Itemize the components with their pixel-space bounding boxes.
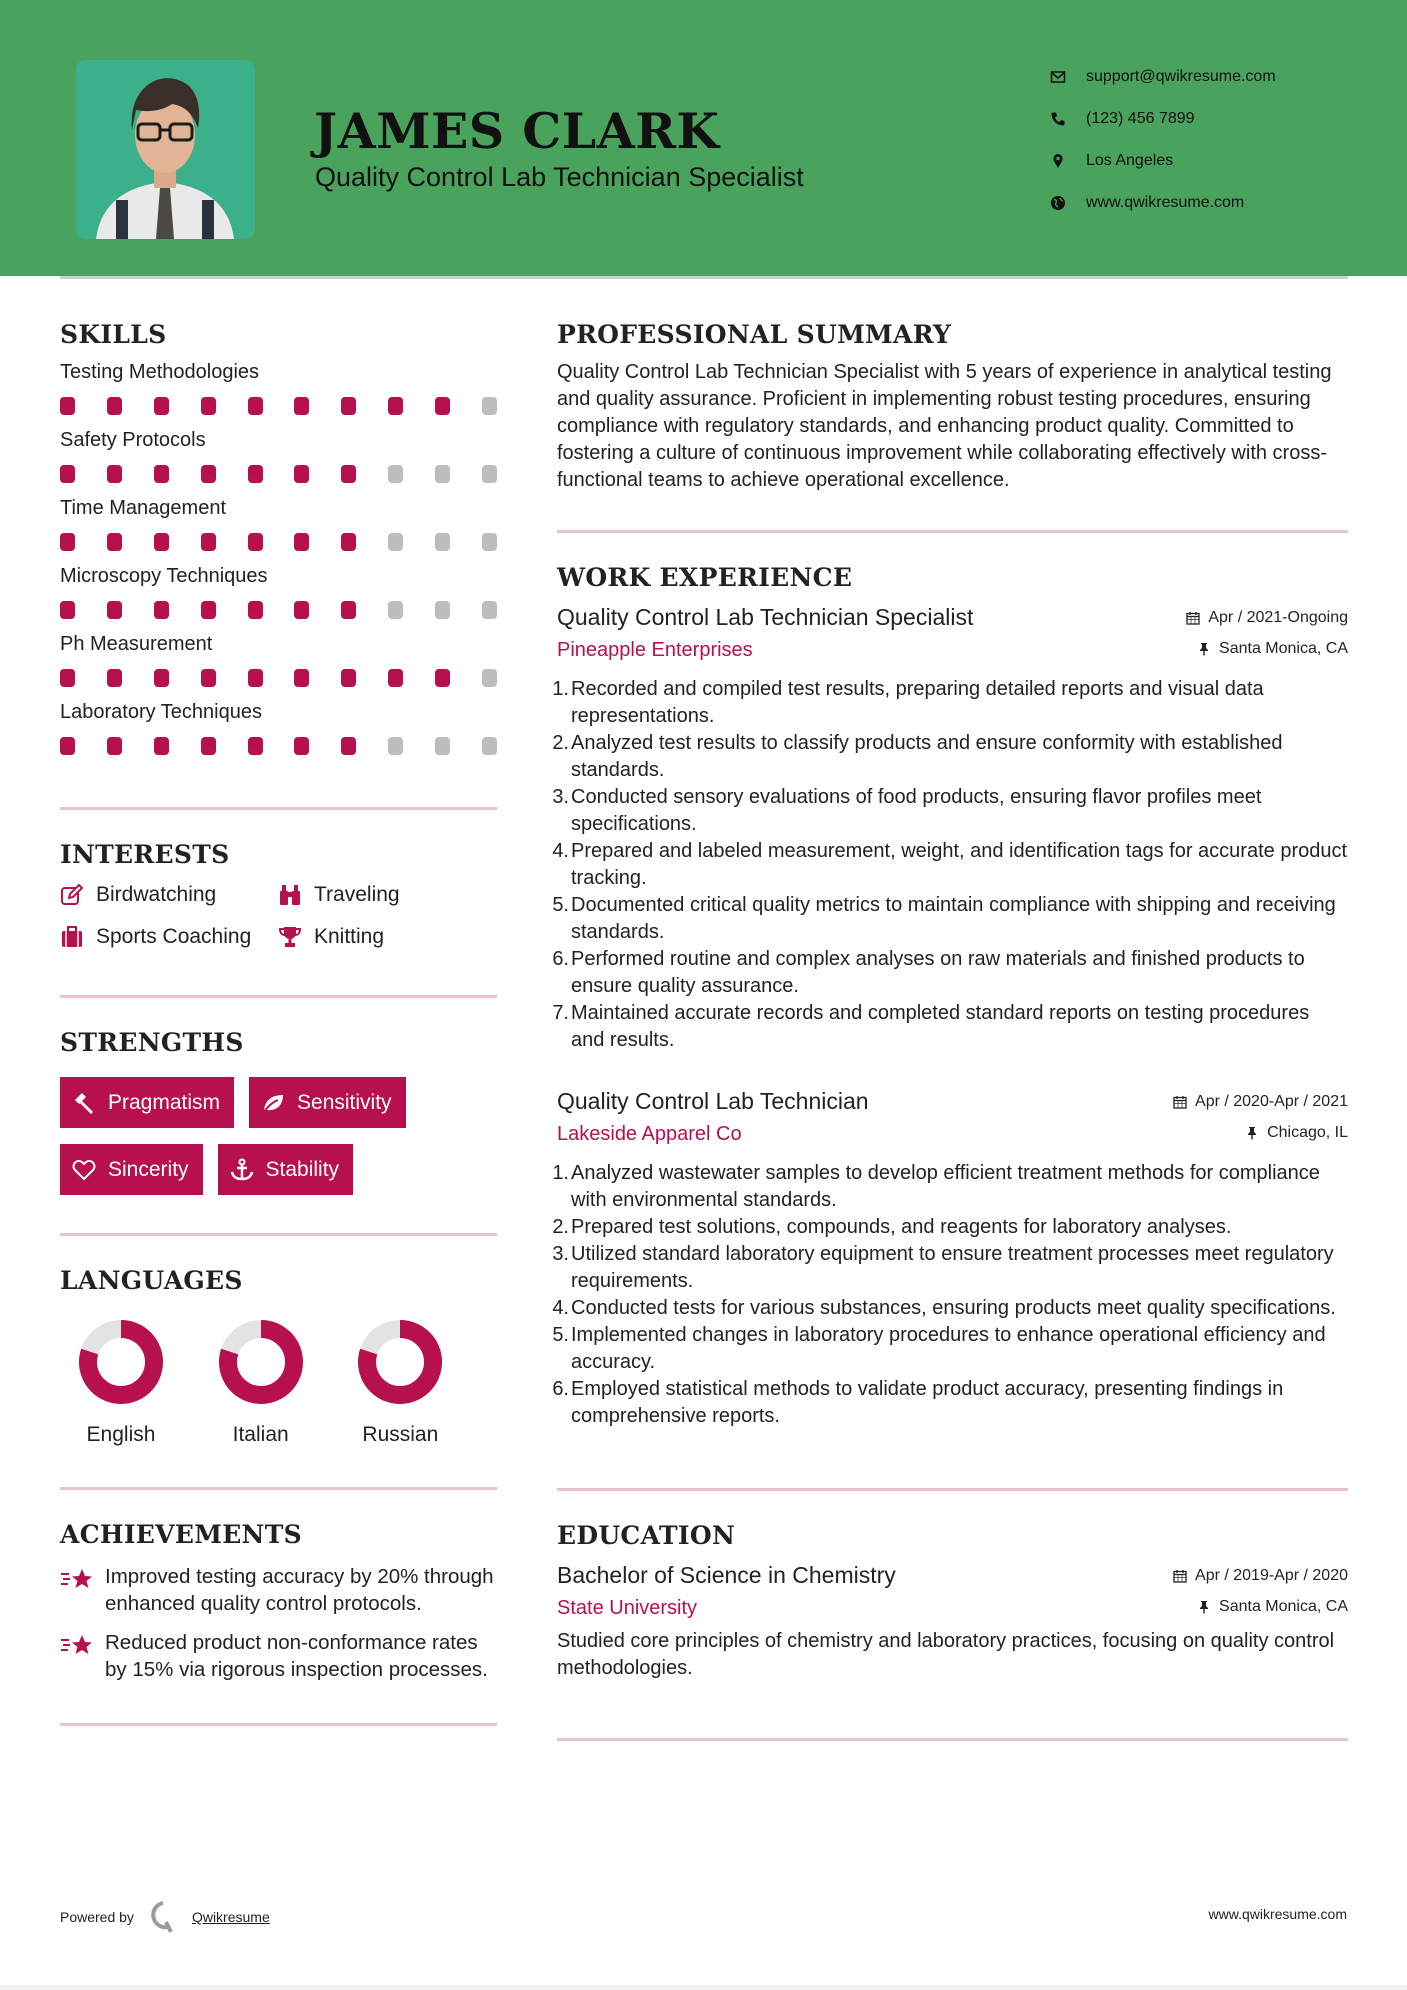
strength-badge: Sincerity (60, 1144, 203, 1195)
rating-dot-empty (482, 397, 497, 415)
rating-dot-filled (107, 737, 122, 755)
rating-dot-filled (60, 737, 75, 755)
header-divider (60, 276, 1348, 279)
bullet-number: 1. (552, 1162, 569, 1184)
rating-dot-filled (107, 465, 122, 483)
interest-item: Knitting (278, 925, 497, 949)
achievements-list (60, 1563, 497, 1683)
bullet-item (552, 1160, 1348, 1214)
education-location: Santa Monica, CA (1197, 1598, 1348, 1616)
bullet-text: Performed routine and complex analyses on raw materials and finished products to ensure quality assurance. (571, 948, 1305, 997)
rating-dot-filled (248, 669, 263, 687)
binoculars-icon (278, 883, 302, 907)
bullet-item (552, 946, 1348, 1000)
rating-dot-empty (482, 465, 497, 483)
rating-dot-empty (482, 669, 497, 687)
rating-dot-filled (294, 397, 309, 415)
shooting-star-icon (60, 1566, 94, 1594)
rating-dot-filled (201, 533, 216, 551)
bullet-text: Prepared and labeled measurement, weight, and identification tags for accurate product tracking. (571, 840, 1348, 889)
globe-icon (1050, 195, 1086, 211)
section-divider (557, 530, 1348, 533)
section-title-achievements: ACHIEVEMENTS (60, 1520, 302, 1549)
education-entry (557, 1562, 1348, 1682)
bullet-item (552, 1322, 1348, 1376)
skill-label: Laboratory Techniques (60, 701, 262, 723)
rating-dot-filled (341, 669, 356, 687)
candidate-title: Quality Control Lab Technician Specialist (315, 162, 804, 192)
bullet-number: 6. (552, 948, 569, 970)
bullet-text: Conducted tests for various substances, ensuring products meet quality specifications. (571, 1297, 1336, 1319)
bullet-text: Analyzed wastewater samples to develop efficient treatment methods for compliance with environmental standards. (571, 1162, 1320, 1211)
skill-rating (60, 397, 497, 415)
rating-dot-empty (435, 465, 450, 483)
pushpin-icon (1197, 1600, 1211, 1614)
trophy-icon (278, 925, 302, 949)
bullet-item (552, 1000, 1348, 1054)
rating-dot-filled (388, 669, 403, 687)
rating-dot-filled (388, 397, 403, 415)
rating-dot-filled (154, 533, 169, 551)
rating-dot-filled (248, 737, 263, 755)
rating-dot-filled (107, 533, 122, 551)
rating-dot-filled (341, 465, 356, 483)
job-bullets (552, 676, 1348, 1054)
bullet-number: 3. (552, 786, 569, 808)
bullet-number: 3. (552, 1243, 569, 1265)
rating-dot-filled (248, 601, 263, 619)
leaf-icon (261, 1091, 285, 1115)
rating-dot-empty (388, 737, 403, 755)
bullet-number: 4. (552, 1297, 569, 1319)
rating-dot-filled (435, 397, 450, 415)
section-title-strengths: STRENGTHS (60, 1028, 244, 1057)
section-title-interests: INTERESTS (60, 840, 230, 869)
achievement-item: Improved testing accuracy by 20% through enhanced quality control protocols. (60, 1563, 497, 1617)
section-title-summary: PROFESSIONAL SUMMARY (557, 320, 952, 349)
language-label: English (86, 1423, 156, 1446)
pushpin-icon (1197, 642, 1211, 656)
rating-dot-filled (248, 533, 263, 551)
rating-dot-filled (60, 669, 75, 687)
contact-phone[interactable]: (123) 456 7899 (1050, 98, 1276, 140)
company-name: Pineapple Enterprises (557, 639, 753, 661)
rating-dot-filled (341, 397, 356, 415)
language-label: Italian (232, 1423, 289, 1446)
rating-dot-empty (435, 601, 450, 619)
rating-dot-filled (107, 397, 122, 415)
languages-list (60, 1319, 497, 1447)
skill-rating (60, 465, 497, 483)
contact-location: Los Angeles (1050, 140, 1276, 182)
rating-dot-filled (60, 533, 75, 551)
rating-dot-filled (435, 669, 450, 687)
bullet-text: Maintained accurate records and completed standard reports on testing procedures and results. (571, 1002, 1310, 1051)
bullet-number: 5. (552, 1324, 569, 1346)
section-divider (557, 1738, 1348, 1741)
page-bottom-edge (0, 1985, 1407, 1990)
map-marker-icon (1050, 153, 1086, 169)
pushpin-icon (1245, 1126, 1259, 1140)
bullet-number: 5. (552, 894, 569, 916)
strengths-list (60, 1077, 497, 1195)
bullet-item (552, 730, 1348, 784)
bullet-text: Documented critical quality metrics to maintain compliance with shipping and receiving standards. (571, 894, 1336, 943)
achievement-item: Reduced product non-conformance rates by 15% via rigorous inspection processes. (60, 1629, 497, 1683)
skill-rating (60, 737, 497, 755)
job-entry (552, 604, 1348, 1054)
bullet-item (552, 1376, 1348, 1430)
rating-dot-filled (341, 601, 356, 619)
right-column (552, 320, 1348, 1741)
interests-list (60, 883, 497, 949)
strength-badge: Stability (218, 1144, 354, 1195)
job-bullets (552, 1160, 1348, 1430)
rating-dot-filled (154, 397, 169, 415)
strength-badge: Pragmatism (60, 1077, 234, 1128)
bullet-text: Conducted sensory evaluations of food products, ensuring flavor profiles meet specifications. (571, 786, 1262, 835)
rating-dot-filled (201, 465, 216, 483)
section-title-education: EDUCATION (557, 1521, 736, 1550)
shooting-star-icon (60, 1632, 94, 1660)
contact-list (1050, 56, 1276, 224)
section-title-experience: WORK EXPERIENCE (557, 563, 853, 592)
calendar-icon (1186, 611, 1200, 625)
language-donut-chart (218, 1319, 304, 1405)
rating-dot-empty (388, 465, 403, 483)
bullet-item (552, 676, 1348, 730)
bullet-text: Utilized standard laboratory equipment to ensure treatment processes meet regulatory requirements. (571, 1243, 1334, 1292)
skills-list (60, 361, 497, 755)
rating-dot-filled (294, 465, 309, 483)
section-divider (60, 1723, 497, 1726)
language-item (357, 1319, 497, 1447)
bullet-item (552, 838, 1348, 892)
language-item (218, 1319, 358, 1447)
rating-dot-filled (154, 465, 169, 483)
rating-dot-filled (201, 669, 216, 687)
job-title: Quality Control Lab Technician Specialist (557, 604, 974, 630)
rating-dot-empty (388, 601, 403, 619)
rating-dot-filled (60, 601, 75, 619)
rating-dot-empty (388, 533, 403, 551)
resume-header (0, 0, 1407, 276)
gavel-icon (72, 1091, 96, 1115)
rating-dot-filled (294, 669, 309, 687)
education-dates: Apr / 2019-Apr / 2020 (1173, 1567, 1348, 1585)
qwikresume-logo-icon (148, 1900, 178, 1934)
rating-dot-filled (201, 601, 216, 619)
job-location: Chicago, IL (1245, 1124, 1348, 1142)
bullet-item (552, 784, 1348, 838)
degree: Bachelor of Science in Chemistry (557, 1562, 896, 1588)
company-name: Lakeside Apparel Co (557, 1123, 742, 1145)
phone-icon (1050, 111, 1086, 127)
bullet-number: 1. (552, 678, 569, 700)
bullet-number: 2. (552, 732, 569, 754)
rating-dot-empty (482, 533, 497, 551)
bullet-text: Prepared test solutions, compounds, and reagents for laboratory analyses. (571, 1216, 1232, 1238)
section-divider (557, 1488, 1348, 1491)
section-title-skills: SKILLS (60, 320, 167, 349)
rating-dot-filled (341, 737, 356, 755)
left-column (60, 320, 497, 1726)
candidate-name: JAMES CLARK (314, 102, 720, 160)
bullet-text: Analyzed test results to classify products and ensure conformity with established standards. (571, 732, 1283, 781)
footer-powered-by: Powered by Qwikresume (60, 1900, 270, 1934)
skill-label: Safety Protocols (60, 429, 206, 451)
bullet-item (552, 1295, 1348, 1322)
rating-dot-empty (482, 601, 497, 619)
section-divider (60, 1487, 497, 1490)
section-divider (60, 1233, 497, 1236)
section-divider (60, 995, 497, 998)
skill-label: Microscopy Techniques (60, 565, 268, 587)
bullet-number: 7. (552, 1002, 569, 1024)
rating-dot-filled (294, 601, 309, 619)
rating-dot-filled (248, 397, 263, 415)
briefcase-icon (60, 925, 84, 949)
rating-dot-filled (60, 465, 75, 483)
profile-photo (76, 60, 255, 239)
rating-dot-filled (60, 397, 75, 415)
rating-dot-filled (294, 737, 309, 755)
rating-dot-filled (154, 737, 169, 755)
rating-dot-filled (201, 397, 216, 415)
skill-label: Testing Methodologies (60, 361, 260, 383)
envelope-icon (1050, 69, 1086, 85)
skill-label: Ph Measurement (60, 633, 213, 655)
language-donut-chart (78, 1319, 164, 1405)
rating-dot-filled (107, 669, 122, 687)
contact-website[interactable]: www.qwikresume.com (1050, 182, 1276, 224)
bullet-item (552, 1241, 1348, 1295)
language-donut-chart (357, 1319, 443, 1405)
section-divider (60, 807, 497, 810)
education-description: Studied core principles of chemistry and laboratory practices, focusing on quality control methodologies. (557, 1630, 1335, 1679)
summary-text: Quality Control Lab Technician Specialist with 5 years of experience in analytical testing and quality assurance. Proficient in implementing robust testing procedures, ensuring compliance with regulatory standards, and enhancing product quality. Committed to fostering a culture of continuous improvement while collaborating effectively with cross-functional teams to achieve operational excellence. (557, 361, 1332, 491)
rating-dot-filled (107, 601, 122, 619)
language-item (78, 1319, 218, 1447)
rating-dot-empty (482, 737, 497, 755)
section-title-languages: LANGUAGES (60, 1266, 243, 1295)
heart-icon (72, 1158, 96, 1182)
skill-rating (60, 601, 497, 619)
strength-badge: Sensitivity (249, 1077, 406, 1128)
job-entry (552, 1088, 1348, 1430)
rating-dot-empty (435, 737, 450, 755)
footer-website[interactable]: www.qwikresume.com (1208, 1906, 1347, 1922)
rating-dot-filled (294, 533, 309, 551)
rating-dot-filled (154, 669, 169, 687)
qwikresume-link[interactable]: Qwikresume (191, 1909, 270, 1925)
rating-dot-empty (435, 533, 450, 551)
anchor-icon (230, 1158, 254, 1182)
edit-icon (60, 883, 84, 907)
rating-dot-filled (248, 465, 263, 483)
bullet-number: 4. (552, 840, 569, 862)
bullet-number: 2. (552, 1216, 569, 1238)
skill-rating (60, 533, 497, 551)
skill-label: Time Management (60, 497, 226, 519)
rating-dot-filled (341, 533, 356, 551)
bullet-item (552, 1214, 1348, 1241)
skill-rating (60, 669, 497, 687)
language-label: Russian (362, 1423, 439, 1446)
job-title: Quality Control Lab Technician (557, 1088, 869, 1114)
bullet-text: Recorded and compiled test results, preparing detailed reports and visual data representations. (571, 678, 1264, 727)
interest-item: Birdwatching (60, 883, 278, 907)
bullet-text: Employed statistical methods to validate product accuracy, presenting findings in comprehensive reports. (571, 1378, 1284, 1427)
bullet-number: 6. (552, 1378, 569, 1400)
contact-email[interactable]: support@qwikresume.com (1050, 56, 1276, 98)
bullet-item (552, 892, 1348, 946)
rating-dot-filled (201, 737, 216, 755)
interest-item: Traveling (278, 883, 497, 907)
school-name: State University (557, 1597, 698, 1619)
job-dates: Apr / 2020-Apr / 2021 (1173, 1093, 1348, 1111)
calendar-icon (1173, 1569, 1187, 1583)
job-location: Santa Monica, CA (1197, 640, 1348, 658)
job-dates: Apr / 2021-Ongoing (1186, 609, 1348, 627)
bullet-text: Implemented changes in laboratory procedures to enhance operational efficiency and accuracy. (571, 1324, 1326, 1373)
rating-dot-filled (154, 601, 169, 619)
avatar (76, 60, 255, 239)
interest-item: Sports Coaching (60, 925, 278, 949)
calendar-icon (1173, 1095, 1187, 1109)
